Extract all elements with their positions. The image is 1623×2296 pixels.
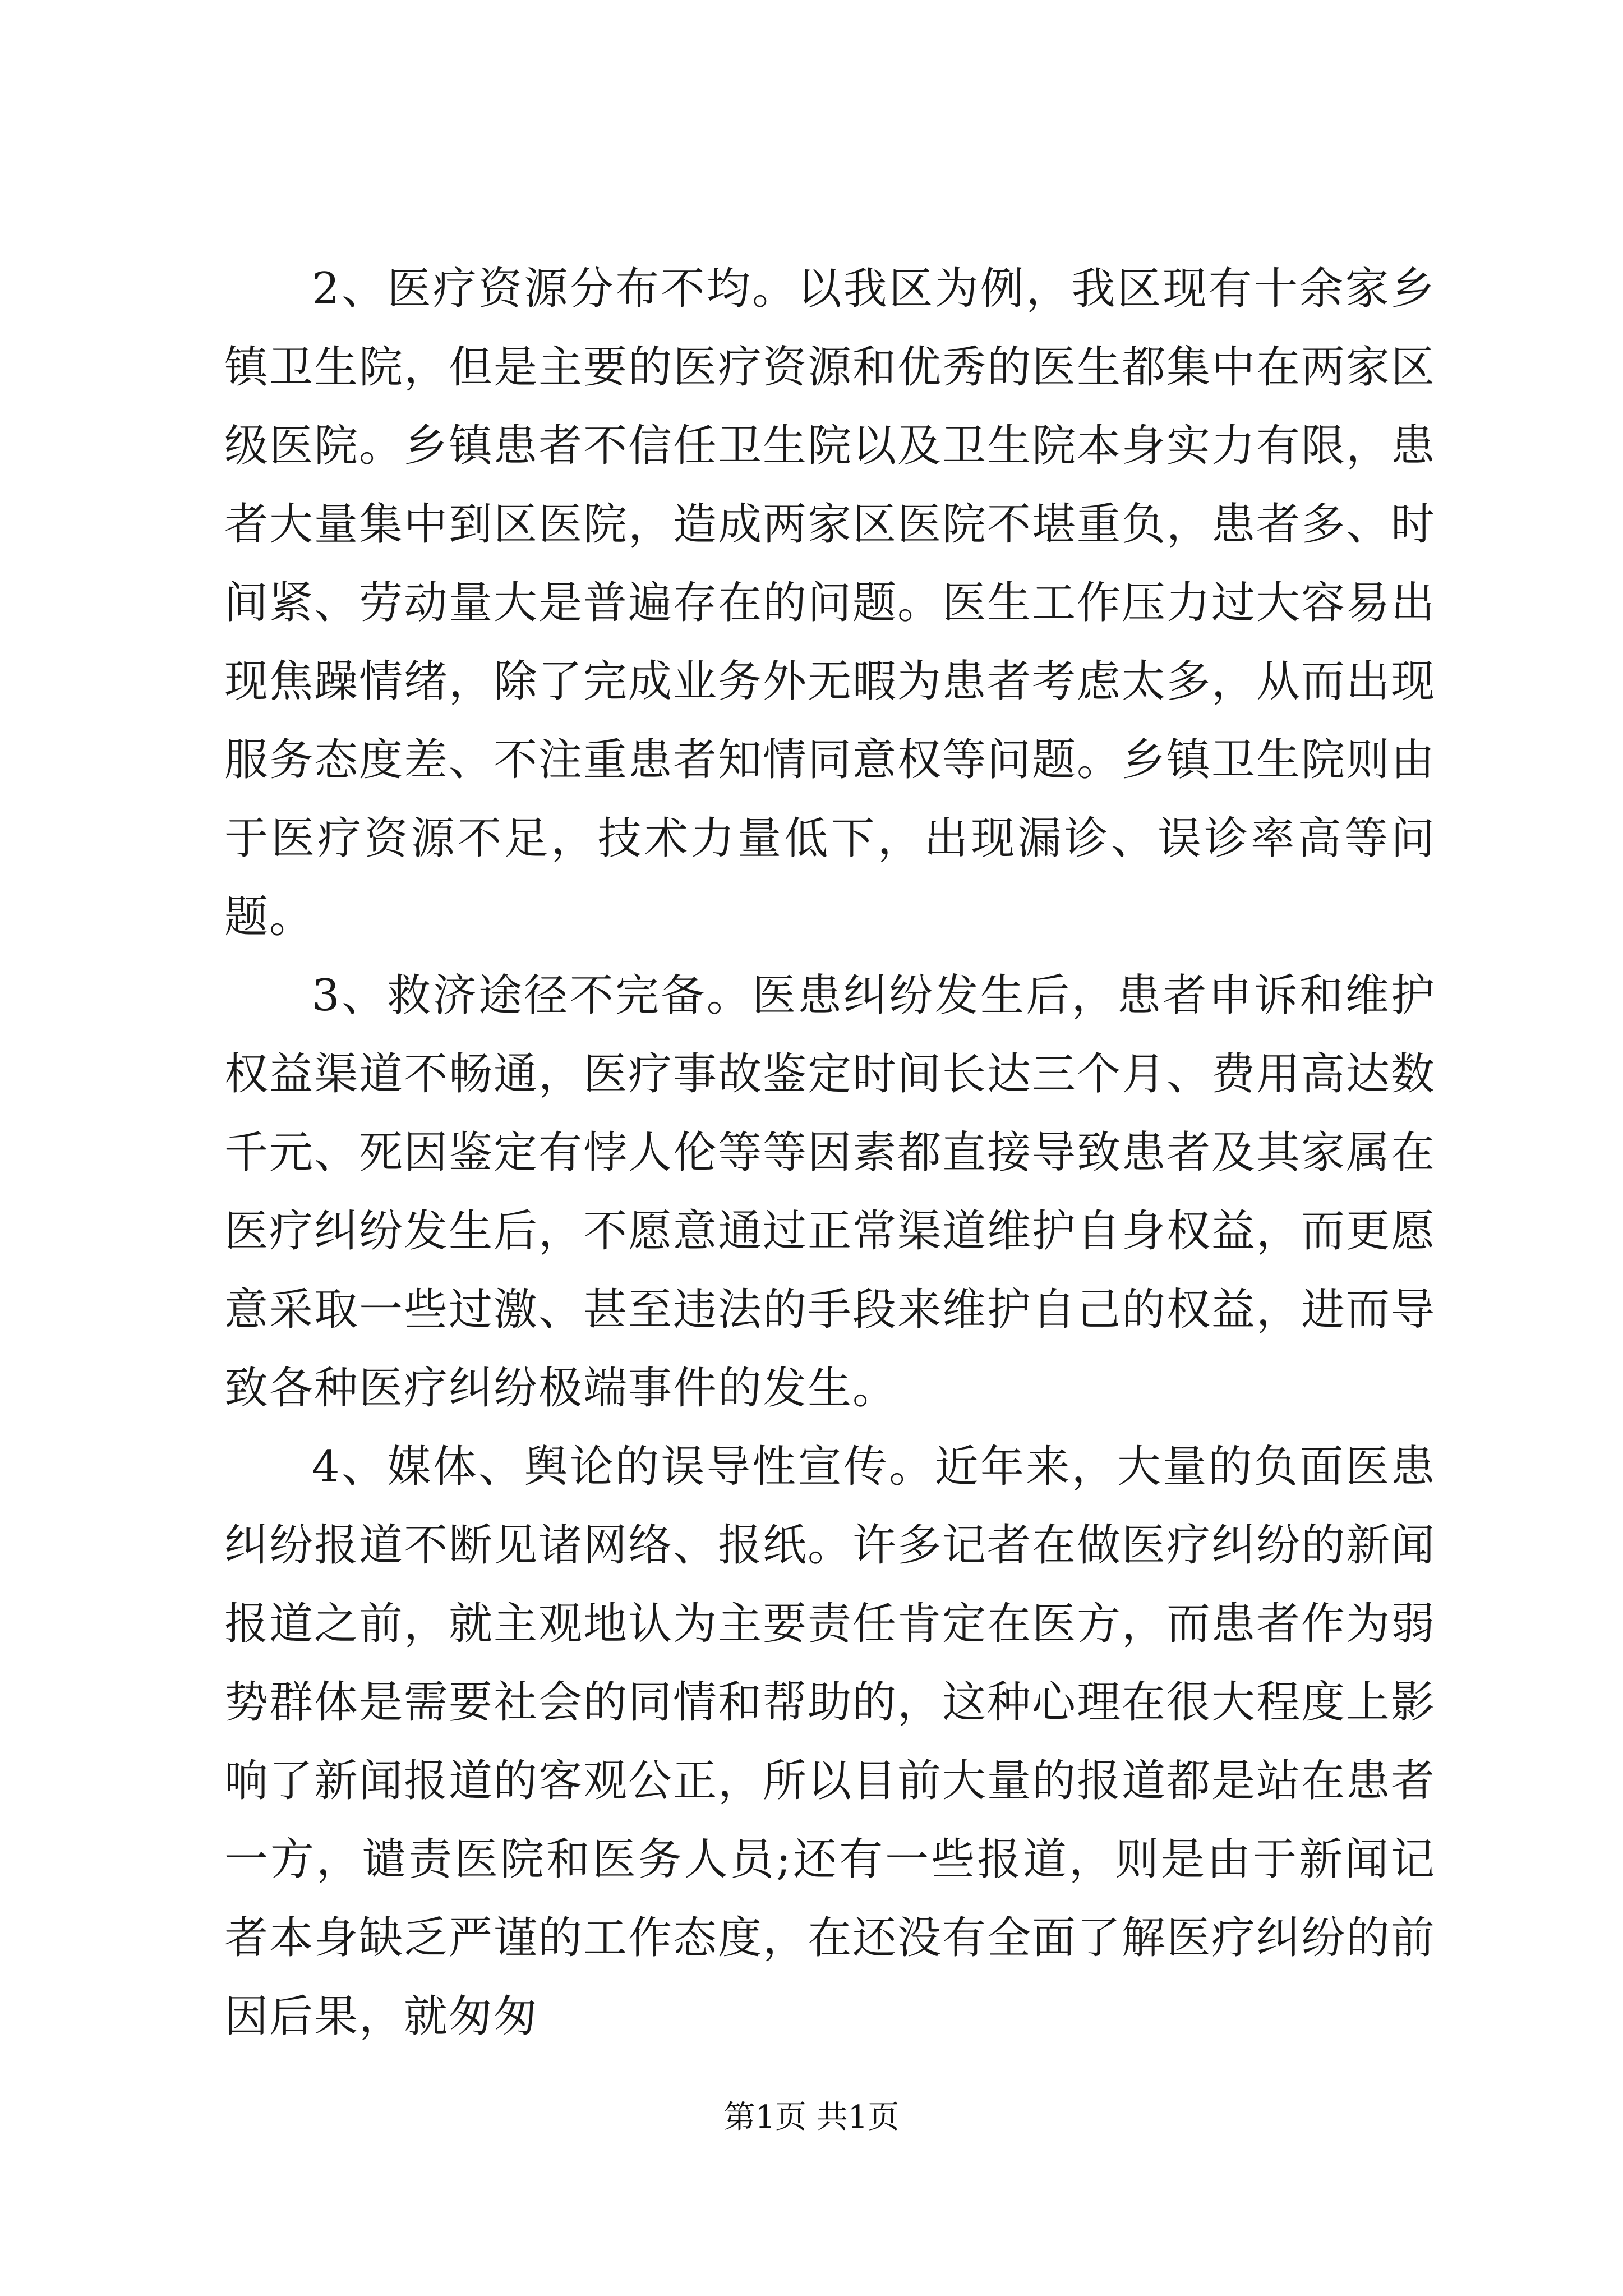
document-body — [224, 250, 1436, 2056]
paragraph-remedy-channels: 3、救济途径不完备。医患纠纷发生后，患者申诉和维护权益渠道不畅通，医疗事故鉴定时间长达三个月、费用高达数千元、死因鉴定有悖人伦等等因素都直接导致患者及其家属在医疗纠纷发生后，不愿意通过正常渠道维护自身权益，而更愿意采取一些过激、甚至违法的手段来维护自己的权益，进而导致各种医疗纠纷极端事件的发生。 — [224, 970, 1436, 1414]
paragraph-media-misguidance: 4、媒体、舆论的误导性宣传。近年来，大量的负面医患纠纷报道不断见诸网络、报纸。许多记者在做医疗纠纷的新闻报道之前，就主观地认为主要责任肯定在医方，而患者作为弱势群体是需要社会的同情和帮助的，这种心理在很大程度上影响了新闻报道的客观公正，所以目前大量的报道都是站在患者一方，谴责医院和医务人员;还有一些报道，则是由于新闻记者本身缺乏严谨的工作态度，在还没有全面了解医疗纠纷的前因后果，就匆匆 — [224, 1442, 1436, 2042]
page-footer: 第1页 共1页 — [723, 2099, 900, 2136]
paragraph-resource-distribution: 2、医疗资源分布不均。以我区为例，我区现有十余家乡镇卫生院，但是主要的医疗资源和优秀的医生都集中在两家区级医院。乡镇患者不信任卫生院以及卫生院本身实力有限，患者大量集中到区医院，造成两家区医院不堪重负，患者多、时间紧、劳动量大是普遍存在的问题。医生工作压力过大容易出现焦躁情绪，除了完成业务外无暇为患者考虑太多，从而出现服务态度差、不注重患者知情同意权等问题。乡镇卫生院则由于医疗资源不足，技术力量低下，出现漏诊、误诊率高等问题。 — [224, 264, 1436, 942]
